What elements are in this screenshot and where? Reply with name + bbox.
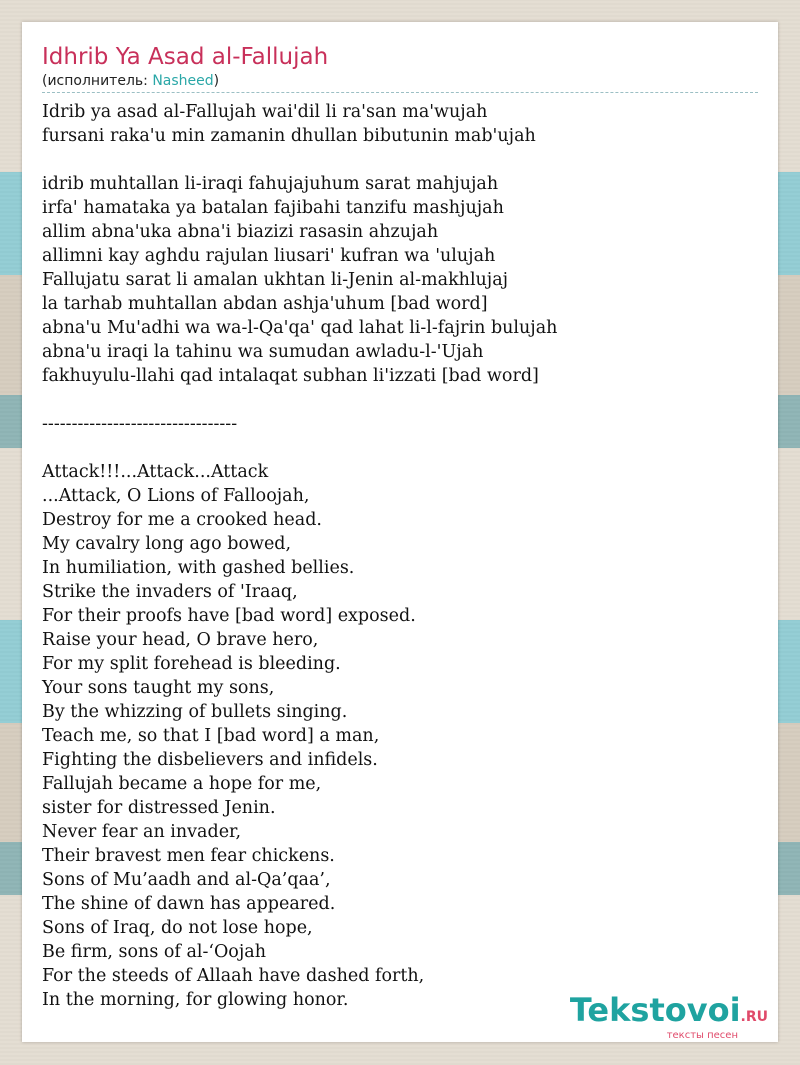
- lyrics-line: In the morning, for glowing honor.: [42, 990, 349, 1010]
- lyrics-line: Their bravest men fear chickens.: [42, 846, 335, 866]
- logo-wordmark: Tekstovoi.RU: [569, 991, 768, 1029]
- lyrics-card: [22, 22, 778, 1042]
- lyrics-blank-line: [42, 148, 758, 172]
- lyrics-line: Be firm, sons of al-‘Oojah: [42, 942, 266, 962]
- lyrics-blank-line: [42, 388, 758, 412]
- logo-tagline: тексты песен: [666, 1030, 738, 1041]
- lyrics-line: For the steeds of Allaah have dashed forth,: [42, 966, 425, 986]
- performer-link[interactable]: Nasheed: [152, 73, 214, 89]
- lyrics-line: The shine of dawn has appeared.: [42, 894, 336, 914]
- performer-prefix: (исполнитель:: [42, 73, 153, 89]
- lyrics-text: [42, 100, 758, 1012]
- lyrics-line: By the whizzing of bullets singing.: [42, 702, 348, 722]
- performer-line: [42, 72, 758, 93]
- lyrics-line: la tarhab muhtallan abdan ashja'uhum [bad word]: [42, 294, 488, 314]
- lyrics-line: Sons of Mu’aadh and al-Qa’qaa’,: [42, 870, 331, 890]
- lyrics-line: allimni kay aghdu rajulan liusari' kufran wa 'ulujah: [42, 246, 496, 266]
- lyrics-line: ---------------------------------: [42, 414, 238, 434]
- lyrics-line: ...Attack, O Lions of Falloojah,: [42, 486, 310, 506]
- lyrics-line: For my split forehead is bleeding.: [42, 654, 341, 674]
- lyrics-line: Fallujah became a hope for me,: [42, 774, 322, 794]
- song-header: [42, 42, 758, 93]
- lyrics-line: fakhuyulu-llahi qad intalaqat subhan li'izzati [bad word]: [42, 366, 539, 386]
- lyrics-line: Fighting the disbelievers and infidels.: [42, 750, 378, 770]
- lyrics-line: Destroy for me a crooked head.: [42, 510, 322, 530]
- lyrics-line: My cavalry long ago bowed,: [42, 534, 292, 554]
- performer-suffix: ): [213, 73, 220, 89]
- lyrics-line: abna'u iraqi la tahinu wa sumudan awladu-l-'Ujah: [42, 342, 484, 362]
- song-title: Idhrib Ya Asad al-Fallujah: [42, 44, 329, 70]
- lyrics-line: irfa' hamataka ya batalan fajibahi tanzifu mashjujah: [42, 198, 504, 218]
- lyrics-line: For their proofs have [bad word] exposed.: [42, 606, 416, 626]
- site-logo[interactable]: [570, 993, 768, 1042]
- lyrics-line: Sons of Iraq, do not lose hope,: [42, 918, 313, 938]
- lyrics-line: idrib muhtallan li-iraqi fahujajuhum sarat mahjujah: [42, 174, 499, 194]
- lyrics-line: Never fear an invader,: [42, 822, 242, 842]
- lyrics-line: abna'u Mu'adhi wa wa-l-Qa'qa' qad lahat li-l-fajrin bulujah: [42, 318, 558, 338]
- lyrics-line: Fallujatu sarat li amalan ukhtan li-Jenin al-makhlujaj: [42, 270, 509, 290]
- lyrics-line: Idrib ya asad al-Fallujah wai'dil li ra'san ma'wujah: [42, 102, 488, 122]
- lyrics-line: sister for distressed Jenin.: [42, 798, 276, 818]
- lyrics-line: Your sons taught my sons,: [42, 678, 275, 698]
- lyrics-line: Raise your head, O brave hero,: [42, 630, 319, 650]
- logo-tld: .RU: [740, 1009, 768, 1025]
- lyrics-line: Attack!!!...Attack...Attack: [42, 462, 269, 482]
- lyrics-blank-line: [42, 436, 758, 460]
- lyrics-line: Teach me, so that I [bad word] a man,: [42, 726, 380, 746]
- lyrics-line: fursani raka'u min zamanin dhullan bibutunin mab'ujah: [42, 126, 536, 146]
- lyrics-line: allim abna'uka abna'i biazizi rasasin ahzujah: [42, 222, 439, 242]
- lyrics-line: In humiliation, with gashed bellies.: [42, 558, 355, 578]
- lyrics-line: Strike the invaders of 'Iraaq,: [42, 582, 298, 602]
